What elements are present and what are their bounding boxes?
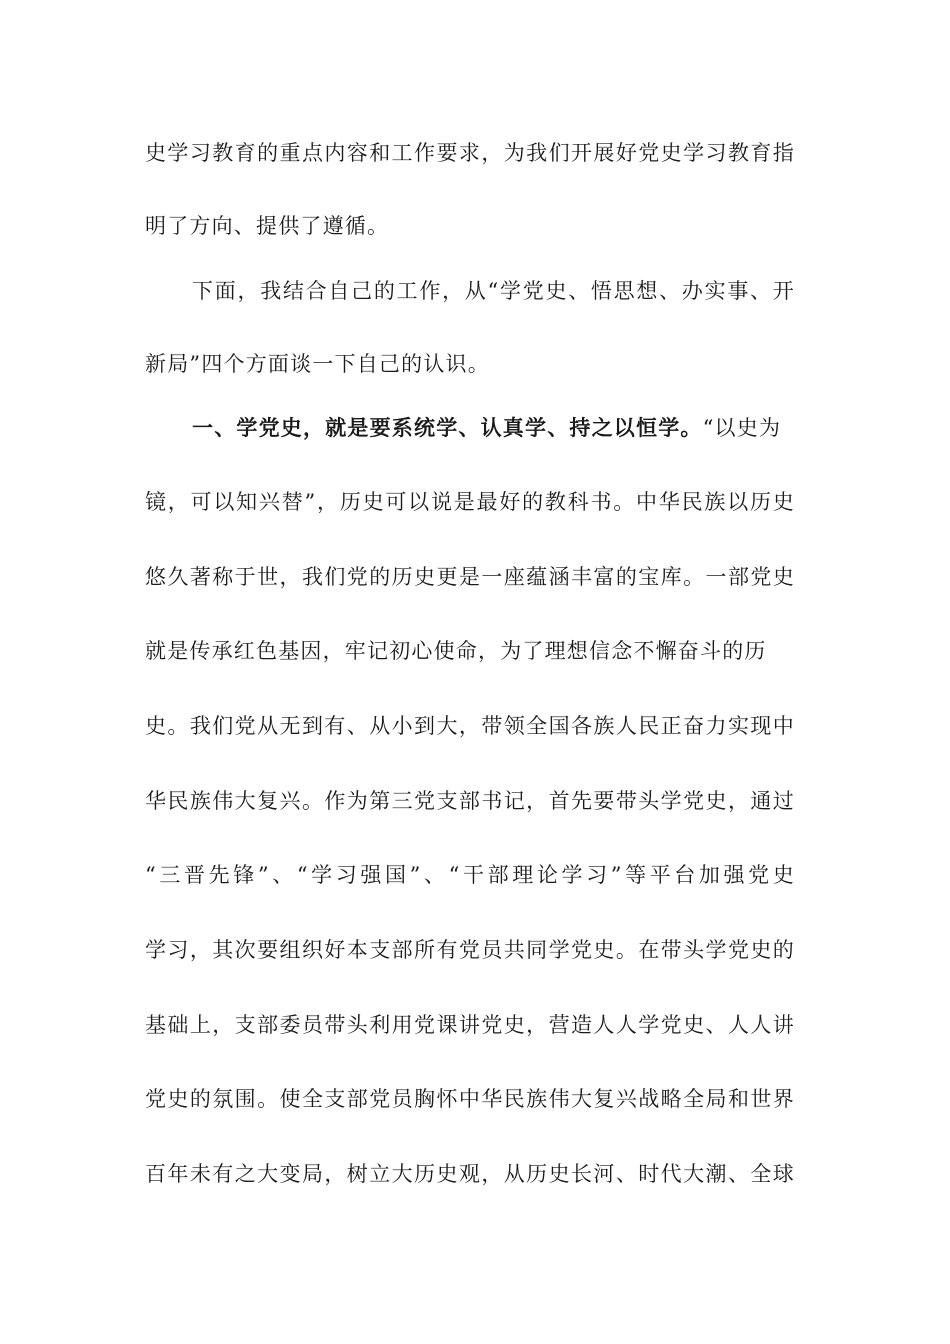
- text-fragment: “以史为: [702, 416, 782, 440]
- section-heading: 一、学党史，就是要系统学、认真学、持之以恒学。: [192, 415, 703, 440]
- text-line: 镜，可以知兴替”，历史可以说是最好的教科书。中华民族以历史: [145, 490, 795, 514]
- text-line: 悠久著称于世，我们党的历史更是一座蕴涵丰富的宝库。一部党史: [145, 565, 795, 589]
- text-line: 学习，其次要组织好本支部所有党员共同学党史。在带头学党史的: [145, 938, 795, 962]
- text-line: 新局”四个方面谈一下自己的认识。: [145, 352, 490, 376]
- text-line: 下面，我结合自己的工作，从“学党史、悟思想、办实事、开: [192, 279, 795, 303]
- text-line: “三晋先锋”、“学习强国”、“干部理论学习”等平台加强党史: [145, 863, 795, 887]
- section-heading-line: [192, 413, 795, 443]
- text-line: 史学习教育的重点内容和工作要求，为我们开展好党史学习教育指: [145, 141, 795, 165]
- text-line: 华民族伟大复兴。作为第三党支部书记，首先要带头学党史，通过: [145, 789, 795, 813]
- text-line: 就是传承红色基因，牢记初心使命，为了理想信念不懈奋斗的历: [145, 639, 767, 663]
- text-line: 明了方向、提供了遵循。: [145, 214, 390, 238]
- text-line: 党史的氛围。使全支部党员胸怀中华民族伟大复兴战略全局和世界: [145, 1087, 795, 1111]
- text-line: 百年未有之大变局，树立大历史观，从历史长河、时代大潮、全球: [145, 1162, 795, 1186]
- text-line: 史。我们党从无到有、从小到大，带领全国各族人民正奋力实现中: [145, 714, 795, 738]
- text-line: 基础上，支部委员带头利用党课讲党史，营造人人学党史、人人讲: [145, 1013, 795, 1037]
